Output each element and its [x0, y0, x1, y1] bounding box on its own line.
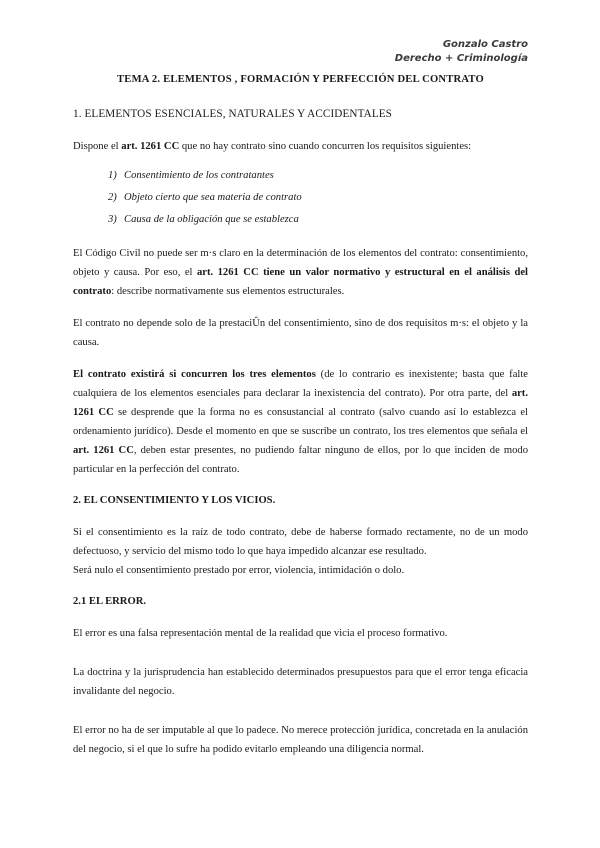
document-body [73, 70, 528, 759]
section-1-paragraph-4: El contrato existirá si concurren los tres elementos (de lo contrario es inexistente; basta que falte cualquiera de los elementos esenciales para declarar la inexistencia del contrato). Por otra parte, del art. 1261 CC se desprende que la forma no es consustancial al contrato (salvo cuando así lo establezca el ordenamiento jurídico). Desde el momento en que se suscribe un contrato, los tres elementos que señala el art. 1261 CC, deben estar presentes, no pudiendo faltar ninguno de ellos, por lo que inciden de modo particular en la perfección del contrato. [73, 369, 529, 475]
header-subject: Derecho + Criminología [394, 53, 528, 64]
section-2-paragraph-1: Si el consentimiento es la raíz de todo contrato, debe de haberse formado rectamente, no de un modo defectuoso, y servicio del mismo todo lo que haya impedido alcanzar ese resultado. [73, 527, 528, 557]
section-2-paragraph-2: Será nulo el consentimiento prestado por error, violencia, intimidación o dolo. [73, 565, 405, 576]
section-1-paragraph-2: El Código Civil no puede ser m·s claro en la determinación de los elementos del contrato: consentimiento, objeto y causa. Por eso, el art. 1261 CC tiene un valor normativo y estructural en el análisis del contrato: describe normativamente sus elementos estructurales. [73, 248, 528, 297]
requirements-list [73, 165, 528, 231]
document-title: TEMA 2. ELEMENTOS , FORMACIÓN Y PERFECCIÓN DEL CONTRATO [117, 74, 484, 85]
section-2-1-heading: 2.1 EL ERROR. [73, 596, 146, 607]
section-2-1-paragraph-2: La doctrina y la jurisprudencia han establecido determinados presupuestos para que el error tenga eficacia invalidante del negocio. [73, 667, 528, 697]
list-item: 1) Consentimiento de los contratantes [108, 170, 274, 181]
header-author: Gonzalo Castro [442, 39, 528, 50]
section-1-intro: Dispone el art. 1261 CC que no hay contrato sino cuando concurren los requisitos siguientes: [73, 141, 472, 152]
section-2-1-paragraph-1: El error es una falsa representación mental de la realidad que vicia el proceso formativo. [73, 628, 448, 639]
section-2-1-paragraph-3: El error no ha de ser imputable al que lo padece. No merece protección jurídica, concretada en la anulación del negocio, si el que lo sufre ha podido evitarlo empleando una diligencia normal. [73, 725, 528, 755]
section-2-heading: 2. EL CONSENTIMIENTO Y LOS VICIOS. [73, 495, 276, 506]
section-1-paragraph-3: El contrato no depende solo de la prestaciÛn del consentimiento, sino de dos requisitos m·s: el objeto y la causa. [73, 318, 528, 348]
list-item: 2) Objeto cierto que sea materia de contrato [108, 192, 302, 203]
section-1-heading: 1. ELEMENTOS ESENCIALES, NATURALES Y ACCIDENTALES [73, 108, 393, 120]
list-item: 3) Causa de la obligación que se establezca [108, 214, 299, 225]
page-header [395, 38, 528, 66]
